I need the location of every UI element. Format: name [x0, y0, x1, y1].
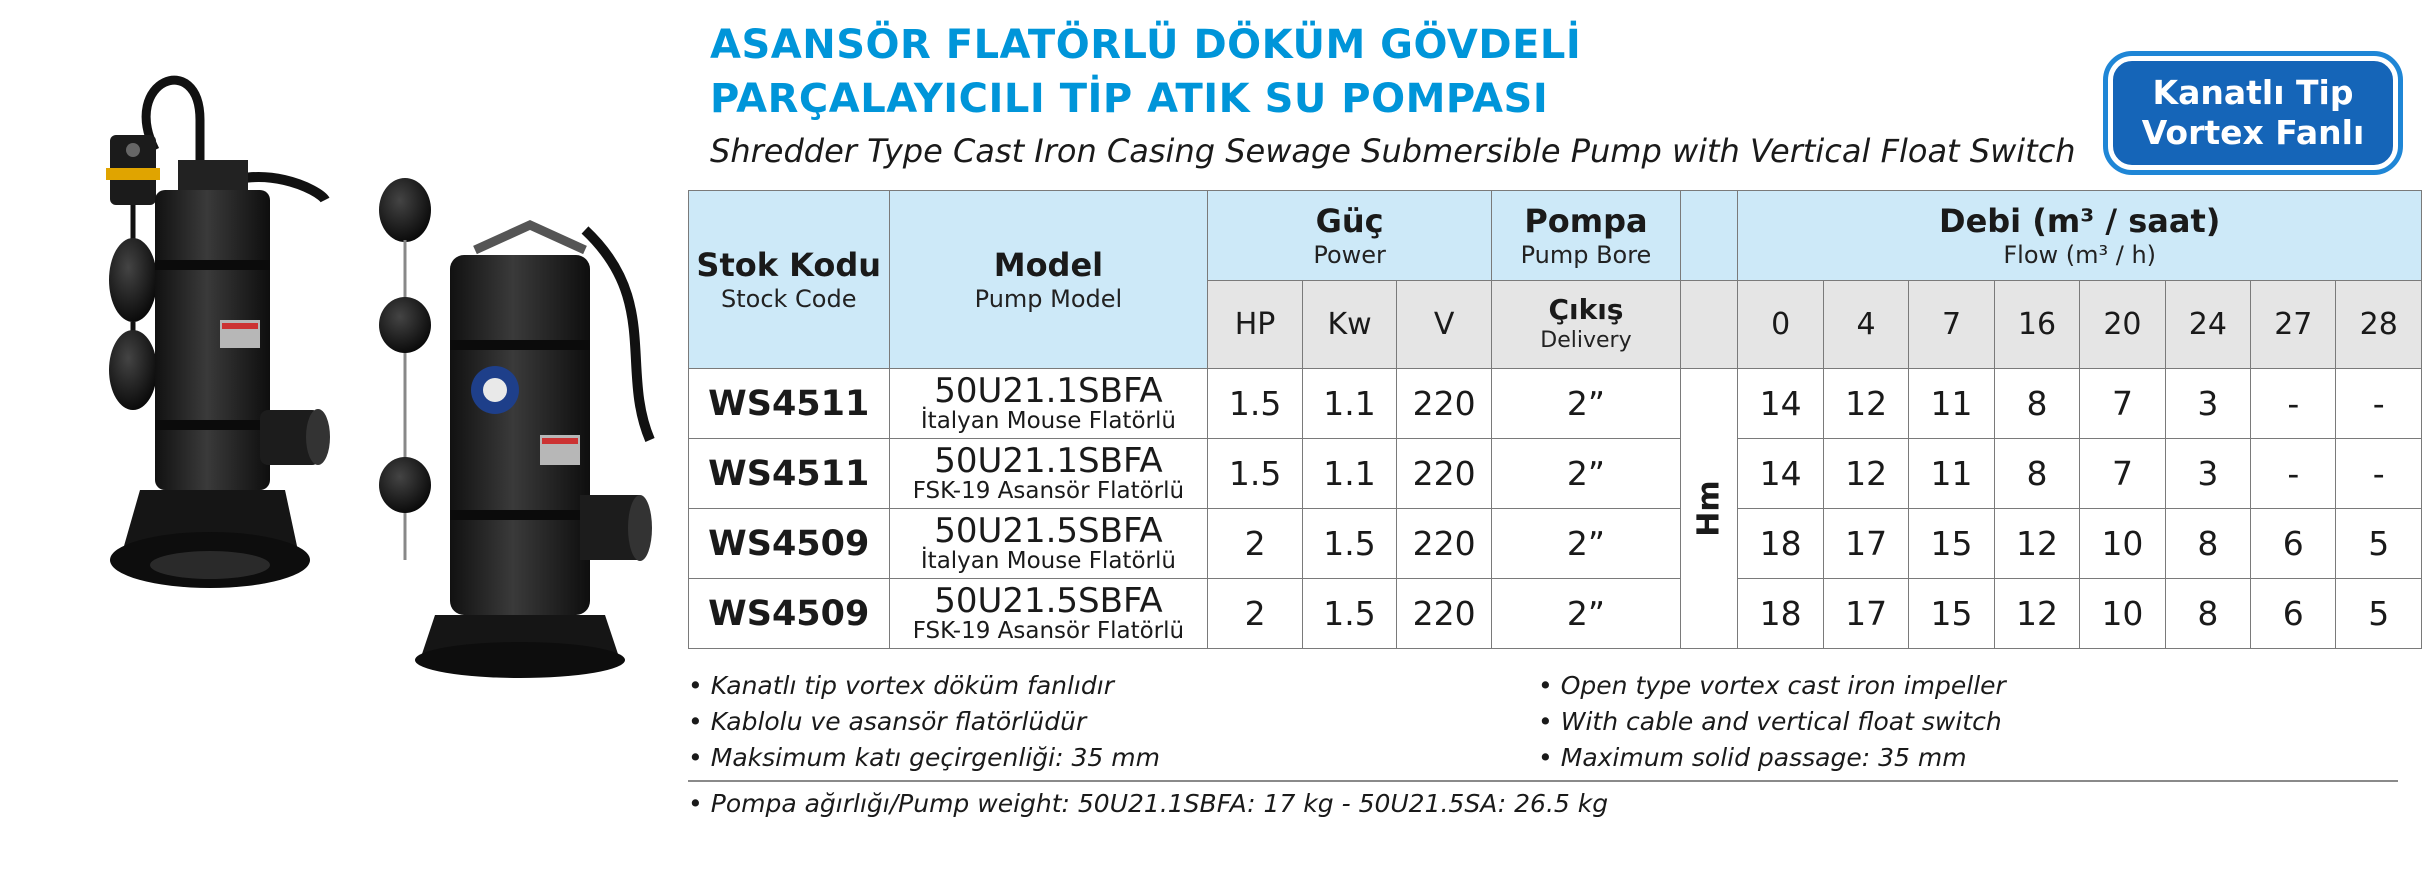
flow-col-header: 0	[1738, 281, 1823, 369]
kw-cell: 1.5	[1302, 579, 1396, 649]
header-flow: Debi (m³ / saat) Flow (m³ / h)	[1738, 191, 2422, 281]
note-item: • Maximum solid passage: 35 mm	[1538, 740, 2006, 776]
delivery-cell: 2”	[1491, 579, 1680, 649]
title-line-2: PARÇALAYICILI TİP ATIK SU POMPASI	[710, 76, 1549, 122]
model-cell: 50U21.1SBFA İtalyan Mouse Flatörlü	[889, 369, 1208, 439]
volt-cell: 220	[1397, 579, 1492, 649]
badge-line-2: Vortex Fanlı	[2141, 113, 2365, 152]
stock-code-cell: WS4511	[689, 369, 890, 439]
flow-cell: 5	[2336, 509, 2422, 579]
pump-with-mouse-float-image	[106, 80, 330, 588]
product-images	[60, 40, 660, 680]
flow-col-header: 20	[2080, 281, 2165, 369]
page-title	[710, 18, 1581, 126]
hp-cell: 1.5	[1208, 369, 1302, 439]
volt-cell: 220	[1397, 439, 1492, 509]
notes-english	[1538, 668, 2006, 776]
flow-cell: 6	[2251, 509, 2336, 579]
flow-cell: 12	[1994, 509, 2079, 579]
flow-cell: 8	[1994, 369, 2079, 439]
badge-line-1: Kanatlı Tip	[2152, 73, 2354, 112]
model-cell: 50U21.1SBFA FSK-19 Asansör Flatörlü	[889, 439, 1208, 509]
flow-cell: 12	[1823, 439, 1908, 509]
kw-cell: 1.5	[1302, 509, 1396, 579]
header-power: Güç Power	[1208, 191, 1492, 281]
model-cell: 50U21.5SBFA İtalyan Mouse Flatörlü	[889, 509, 1208, 579]
flow-cell: 7	[2080, 369, 2165, 439]
flow-col-header: 4	[1823, 281, 1908, 369]
kw-cell: 1.1	[1302, 439, 1396, 509]
volt-cell: 220	[1397, 509, 1492, 579]
header-hp: HP	[1208, 281, 1302, 369]
flow-col-header: 16	[1994, 281, 2079, 369]
hp-cell: 1.5	[1208, 439, 1302, 509]
flow-cell: 8	[1994, 439, 2079, 509]
flow-cell: 12	[1994, 579, 2079, 649]
header-delivery: Çıkış Delivery	[1491, 281, 1680, 369]
header-spacer-sub	[1681, 281, 1738, 369]
flow-cell: 15	[1909, 509, 1994, 579]
flow-cell: 14	[1738, 369, 1823, 439]
flow-cell: 10	[2080, 579, 2165, 649]
flow-col-header: 7	[1909, 281, 1994, 369]
flow-cell: 3	[2165, 369, 2250, 439]
flow-cell: 7	[2080, 439, 2165, 509]
header-model: Model Pump Model	[889, 191, 1208, 369]
hp-cell: 2	[1208, 509, 1302, 579]
delivery-cell: 2”	[1491, 439, 1680, 509]
header-volt: V	[1397, 281, 1492, 369]
flow-cell: 12	[1823, 369, 1908, 439]
flow-cell: 5	[2336, 579, 2422, 649]
pump-with-vertical-float-image	[379, 178, 652, 678]
table-row	[689, 509, 2422, 579]
flow-col-header: 28	[2336, 281, 2422, 369]
note-item: • Open type vortex cast iron impeller	[1538, 668, 2006, 704]
flow-cell: -	[2336, 439, 2422, 509]
title-line-1: ASANSÖR FLATÖRLÜ DÖKÜM GÖVDELİ	[710, 22, 1582, 68]
model-cell: 50U21.5SBFA FSK-19 Asansör Flatörlü	[889, 579, 1208, 649]
flow-cell: 18	[1738, 509, 1823, 579]
hm-label: Hm	[1681, 369, 1738, 649]
stock-code-cell: WS4509	[689, 509, 890, 579]
divider	[688, 780, 2398, 782]
delivery-cell: 2”	[1491, 509, 1680, 579]
notes-weight	[688, 786, 1608, 822]
page-subtitle: Shredder Type Cast Iron Casing Sewage Submersible Pump with Vertical Float Switch	[710, 132, 2076, 170]
flow-cell: 11	[1909, 369, 1994, 439]
flow-col-header: 24	[2165, 281, 2250, 369]
table-row	[689, 369, 2422, 439]
stock-code-cell: WS4511	[689, 439, 890, 509]
note-item: • Kanatlı tip vortex döküm fanlıdır	[688, 668, 1160, 704]
flow-cell: 17	[1823, 579, 1908, 649]
flow-cell: 8	[2165, 579, 2250, 649]
note-item: • Maksimum katı geçirgenliği: 35 mm	[688, 740, 1160, 776]
kw-cell: 1.1	[1302, 369, 1396, 439]
notes-turkish	[688, 668, 1160, 776]
flow-col-header: 27	[2251, 281, 2336, 369]
note-item: • Pompa ağırlığı/Pump weight: 50U21.1SBFA: 17 kg - 50U21.5SA: 26.5 kg	[688, 786, 1608, 822]
flow-cell: 6	[2251, 579, 2336, 649]
flow-cell: 15	[1909, 579, 1994, 649]
flow-cell: 18	[1738, 579, 1823, 649]
header-kw: Kw	[1302, 281, 1396, 369]
note-item: • With cable and vertical float switch	[1538, 704, 2006, 740]
flow-cell: 14	[1738, 439, 1823, 509]
hp-cell: 2	[1208, 579, 1302, 649]
stock-code-cell: WS4509	[689, 579, 890, 649]
table-row	[689, 579, 2422, 649]
flow-cell: -	[2251, 439, 2336, 509]
delivery-cell: 2”	[1491, 369, 1680, 439]
flow-cell: 11	[1909, 439, 1994, 509]
flow-cell: -	[2251, 369, 2336, 439]
flow-cell: 3	[2165, 439, 2250, 509]
flow-cell: -	[2336, 369, 2422, 439]
spec-table	[688, 190, 2422, 649]
impeller-type-badge	[2108, 56, 2398, 170]
note-item: • Kablolu ve asansör flatörlüdür	[688, 704, 1160, 740]
flow-cell: 10	[2080, 509, 2165, 579]
flow-cell: 17	[1823, 509, 1908, 579]
header-spacer	[1681, 191, 1738, 281]
header-stock-code: Stok Kodu Stock Code	[689, 191, 890, 369]
header-pump-bore: Pompa Pump Bore	[1491, 191, 1680, 281]
volt-cell: 220	[1397, 369, 1492, 439]
table-row	[689, 439, 2422, 509]
flow-cell: 8	[2165, 509, 2250, 579]
